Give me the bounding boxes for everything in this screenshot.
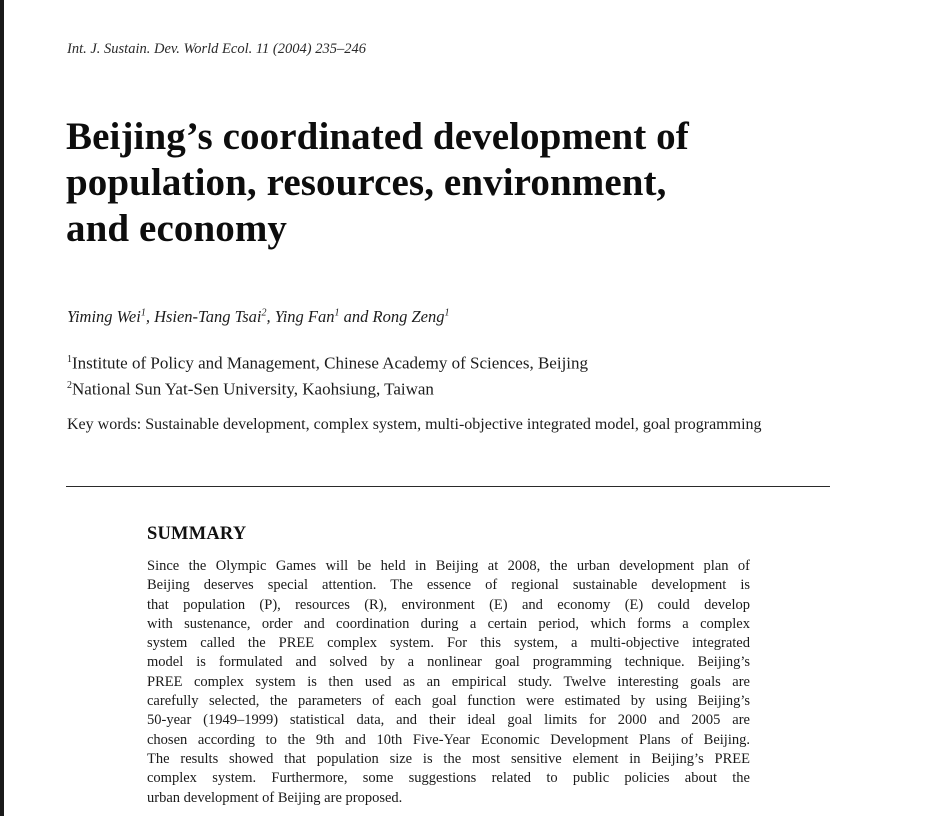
author-list (67, 307, 449, 327)
summary-line: Since the Olympic Games will be held in Beijing at 2008, the urban development plan of (147, 558, 750, 574)
title-line: population, resources, environment, (66, 161, 667, 204)
summary-line: PREE complex system is then used as an empirical study. Twelve interesting goals are (147, 673, 750, 690)
author-name: Rong Zeng (372, 307, 445, 326)
affiliation-mark: 2 (67, 379, 72, 391)
summary-line: model is formulated and solved by a nonlinear goal programming technique. Beijing’s (147, 654, 750, 671)
affiliation-mark: 1 (140, 307, 146, 319)
author-name: Hsien-Tang Tsai (154, 307, 262, 326)
summary-line: system called the PREE complex system. For this system, a multi-objective integrated (147, 635, 750, 652)
title-line: and economy (66, 207, 288, 250)
summary-body (147, 557, 750, 808)
author-separator: , (266, 307, 275, 326)
section-divider (66, 486, 830, 487)
author-name: Ying Fan (274, 307, 335, 326)
affiliation-mark: 2 (261, 307, 267, 319)
summary-heading: SUMMARY (147, 524, 247, 544)
page-left-edge (0, 0, 4, 816)
summary-line: complex system. Furthermore, some suggestions related to public policies about the (147, 770, 750, 787)
title-line: Beijing’s coordinated development of (66, 115, 689, 158)
keywords: Key words: Sustainable development, complex system, multi-objective integrated model, goal programming (67, 416, 762, 433)
affiliation-mark: 1 (67, 354, 72, 365)
affiliations (67, 349, 588, 400)
summary-line: that population (P), resources (R), environment (E) and economy (E) could develop (147, 596, 750, 613)
article-title (66, 114, 866, 252)
affiliation-item (67, 349, 588, 375)
author-name: Yiming Wei (67, 307, 141, 326)
summary-line: chosen according to the 9th and 10th Five-Year Economic Development Plans of Beijing. (147, 731, 750, 748)
affiliation-text: National Sun Yat-Sen University, Kaohsiung, Taiwan (72, 379, 434, 399)
summary-line: 50-year (1949–1999) statistical data, and their ideal goal limits for 2000 and 2005 are (147, 712, 750, 729)
summary-line: The results showed that population size is the most sensitive element in Beijing’s PREE (147, 750, 750, 767)
summary-line: Beijing deserves special attention. The essence of regional sustainable development is (147, 577, 750, 594)
affiliation-item (67, 375, 588, 401)
journal-reference: Int. J. Sustain. Dev. World Ecol. 11 (2004) 235–246 (67, 41, 366, 57)
author-separator: , (145, 307, 155, 326)
author-separator: and (339, 307, 373, 326)
affiliation-mark: 1 (444, 307, 450, 319)
affiliation-text: Institute of Policy and Management, Chinese Academy of Sciences, Beijing (72, 353, 589, 373)
summary-line: with sustenance, order and coordination during a certain period, which forms a complex (147, 615, 750, 632)
summary-line: urban development of Beijing are proposed. (147, 789, 403, 806)
summary-line: carefully selected, the parameters of each goal function were estimated by using Beijing’s (147, 693, 750, 710)
affiliation-mark: 1 (334, 307, 340, 319)
